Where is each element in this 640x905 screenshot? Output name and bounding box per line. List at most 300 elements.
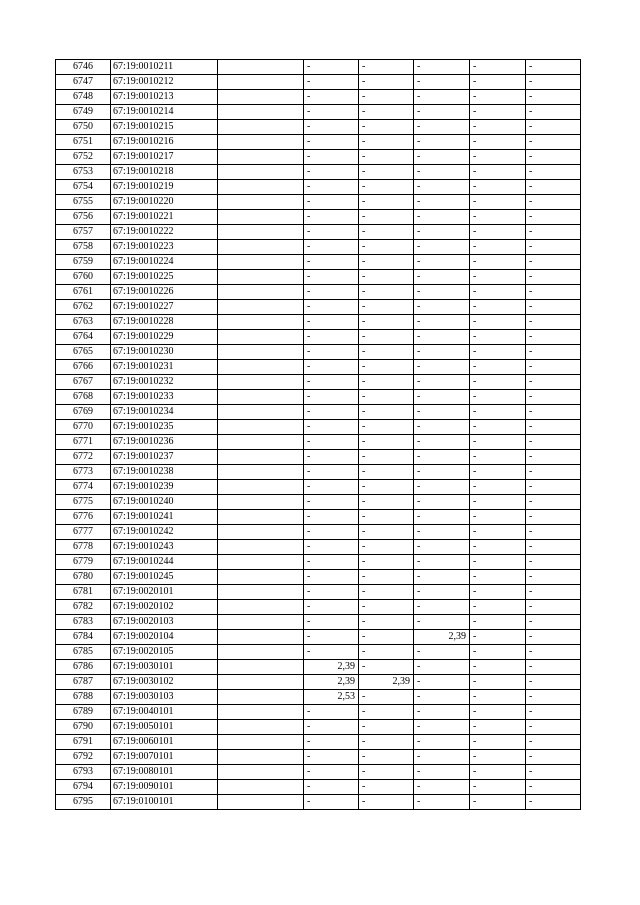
value-cell: - bbox=[304, 270, 359, 285]
value-cell: - bbox=[526, 585, 581, 600]
value-cell bbox=[218, 765, 304, 780]
value-cell: - bbox=[526, 495, 581, 510]
value-cell: - bbox=[470, 285, 526, 300]
cadastral-code: 67:19:0010228 bbox=[111, 315, 218, 330]
row-number: 6770 bbox=[56, 420, 111, 435]
value-cell bbox=[218, 450, 304, 465]
row-number: 6775 bbox=[56, 495, 111, 510]
cadastral-code: 67:19:0010231 bbox=[111, 360, 218, 375]
value-cell: - bbox=[526, 375, 581, 390]
value-cell: - bbox=[304, 705, 359, 720]
value-cell bbox=[218, 105, 304, 120]
value-cell: - bbox=[470, 750, 526, 765]
cadastral-code: 67:19:0010213 bbox=[111, 90, 218, 105]
row-number: 6777 bbox=[56, 525, 111, 540]
value-cell: - bbox=[526, 135, 581, 150]
value-cell: - bbox=[470, 300, 526, 315]
cadastral-code: 67:19:0080101 bbox=[111, 765, 218, 780]
value-cell: - bbox=[304, 555, 359, 570]
value-cell: - bbox=[304, 780, 359, 795]
row-number: 6756 bbox=[56, 210, 111, 225]
value-cell: - bbox=[359, 540, 414, 555]
value-cell: - bbox=[470, 585, 526, 600]
value-cell: - bbox=[526, 600, 581, 615]
cadastral-code: 67:19:0020101 bbox=[111, 585, 218, 600]
row-number: 6791 bbox=[56, 735, 111, 750]
value-cell: - bbox=[526, 450, 581, 465]
row-number: 6757 bbox=[56, 225, 111, 240]
value-cell: - bbox=[470, 510, 526, 525]
value-cell: - bbox=[304, 525, 359, 540]
table-row bbox=[56, 525, 581, 540]
value-cell: - bbox=[470, 150, 526, 165]
table-row bbox=[56, 705, 581, 720]
value-cell: - bbox=[414, 405, 470, 420]
value-cell: - bbox=[526, 120, 581, 135]
value-cell: - bbox=[414, 60, 470, 75]
value-cell: - bbox=[304, 240, 359, 255]
value-cell: - bbox=[414, 510, 470, 525]
cadastral-code: 67:19:0010241 bbox=[111, 510, 218, 525]
cadastral-code: 67:19:0010227 bbox=[111, 300, 218, 315]
row-number: 6752 bbox=[56, 150, 111, 165]
row-number: 6787 bbox=[56, 675, 111, 690]
value-cell: - bbox=[414, 165, 470, 180]
value-cell: 2,39 bbox=[414, 630, 470, 645]
value-cell: - bbox=[526, 345, 581, 360]
value-cell: - bbox=[414, 435, 470, 450]
value-cell: - bbox=[304, 315, 359, 330]
value-cell: - bbox=[470, 555, 526, 570]
value-cell: - bbox=[414, 315, 470, 330]
cadastral-code: 67:19:0010226 bbox=[111, 285, 218, 300]
value-cell: - bbox=[359, 315, 414, 330]
value-cell: - bbox=[359, 645, 414, 660]
value-cell: - bbox=[414, 240, 470, 255]
cadastral-code: 67:19:0010214 bbox=[111, 105, 218, 120]
value-cell: - bbox=[414, 540, 470, 555]
row-number: 6783 bbox=[56, 615, 111, 630]
value-cell: - bbox=[526, 645, 581, 660]
value-cell: - bbox=[414, 645, 470, 660]
value-cell: - bbox=[526, 210, 581, 225]
value-cell: - bbox=[526, 105, 581, 120]
value-cell bbox=[218, 300, 304, 315]
value-cell: 2,53 bbox=[304, 690, 359, 705]
value-cell: - bbox=[414, 705, 470, 720]
value-cell bbox=[218, 285, 304, 300]
table-row bbox=[56, 420, 581, 435]
value-cell: - bbox=[470, 420, 526, 435]
row-number: 6790 bbox=[56, 720, 111, 735]
value-cell: - bbox=[526, 780, 581, 795]
value-cell: - bbox=[359, 75, 414, 90]
value-cell: - bbox=[470, 195, 526, 210]
cadastral-code: 67:19:0030103 bbox=[111, 690, 218, 705]
cadastral-code: 67:19:0010235 bbox=[111, 420, 218, 435]
value-cell: - bbox=[359, 60, 414, 75]
value-cell: - bbox=[526, 465, 581, 480]
value-cell: - bbox=[359, 225, 414, 240]
value-cell: - bbox=[359, 375, 414, 390]
value-cell: - bbox=[414, 210, 470, 225]
value-cell: - bbox=[359, 735, 414, 750]
value-cell: - bbox=[414, 780, 470, 795]
table-row bbox=[56, 90, 581, 105]
value-cell: - bbox=[526, 180, 581, 195]
cadastral-code: 67:19:0070101 bbox=[111, 750, 218, 765]
value-cell bbox=[218, 495, 304, 510]
value-cell: - bbox=[526, 480, 581, 495]
value-cell: - bbox=[526, 720, 581, 735]
value-cell: - bbox=[414, 600, 470, 615]
value-cell: - bbox=[359, 660, 414, 675]
table-row bbox=[56, 210, 581, 225]
value-cell: - bbox=[526, 690, 581, 705]
cadastral-code: 67:19:0010215 bbox=[111, 120, 218, 135]
table-row bbox=[56, 540, 581, 555]
value-cell: - bbox=[526, 660, 581, 675]
value-cell: - bbox=[304, 90, 359, 105]
value-cell: - bbox=[526, 750, 581, 765]
row-number: 6767 bbox=[56, 375, 111, 390]
value-cell bbox=[218, 630, 304, 645]
value-cell: - bbox=[470, 615, 526, 630]
value-cell bbox=[218, 465, 304, 480]
value-cell: - bbox=[359, 630, 414, 645]
value-cell: - bbox=[414, 120, 470, 135]
cadastral-code: 67:19:0010219 bbox=[111, 180, 218, 195]
value-cell: - bbox=[470, 675, 526, 690]
row-number: 6755 bbox=[56, 195, 111, 210]
value-cell bbox=[218, 780, 304, 795]
value-cell: - bbox=[304, 450, 359, 465]
value-cell: - bbox=[359, 135, 414, 150]
value-cell: - bbox=[359, 405, 414, 420]
value-cell: - bbox=[414, 225, 470, 240]
value-cell bbox=[218, 585, 304, 600]
value-cell: - bbox=[304, 405, 359, 420]
cadastral-code: 67:19:0010212 bbox=[111, 75, 218, 90]
value-cell: - bbox=[470, 480, 526, 495]
value-cell: - bbox=[304, 285, 359, 300]
row-number: 6762 bbox=[56, 300, 111, 315]
value-cell: - bbox=[304, 570, 359, 585]
value-cell: - bbox=[359, 240, 414, 255]
row-number: 6746 bbox=[56, 60, 111, 75]
value-cell bbox=[218, 645, 304, 660]
value-cell: - bbox=[359, 150, 414, 165]
table-row bbox=[56, 255, 581, 270]
value-cell: - bbox=[470, 90, 526, 105]
cadastral-code: 67:19:0020104 bbox=[111, 630, 218, 645]
row-number: 6792 bbox=[56, 750, 111, 765]
value-cell: - bbox=[414, 585, 470, 600]
value-cell: - bbox=[414, 75, 470, 90]
value-cell: - bbox=[526, 165, 581, 180]
row-number: 6778 bbox=[56, 540, 111, 555]
value-cell bbox=[218, 330, 304, 345]
row-number: 6750 bbox=[56, 120, 111, 135]
table-row bbox=[56, 375, 581, 390]
table-row bbox=[56, 435, 581, 450]
value-cell: - bbox=[470, 180, 526, 195]
value-cell: - bbox=[414, 255, 470, 270]
value-cell: - bbox=[470, 495, 526, 510]
value-cell: - bbox=[470, 540, 526, 555]
value-cell bbox=[218, 750, 304, 765]
data-table bbox=[55, 59, 581, 810]
table-row bbox=[56, 660, 581, 675]
value-cell: - bbox=[470, 630, 526, 645]
table-row bbox=[56, 720, 581, 735]
row-number: 6758 bbox=[56, 240, 111, 255]
cadastral-code: 67:19:0010217 bbox=[111, 150, 218, 165]
row-number: 6751 bbox=[56, 135, 111, 150]
value-cell bbox=[218, 435, 304, 450]
cadastral-code: 67:19:0010244 bbox=[111, 555, 218, 570]
row-number: 6749 bbox=[56, 105, 111, 120]
row-number: 6754 bbox=[56, 180, 111, 195]
value-cell: - bbox=[470, 75, 526, 90]
row-number: 6782 bbox=[56, 600, 111, 615]
value-cell: - bbox=[526, 615, 581, 630]
value-cell: - bbox=[470, 570, 526, 585]
row-number: 6789 bbox=[56, 705, 111, 720]
value-cell: - bbox=[359, 600, 414, 615]
table-row bbox=[56, 120, 581, 135]
table-row bbox=[56, 360, 581, 375]
cadastral-code: 67:19:0010223 bbox=[111, 240, 218, 255]
value-cell: - bbox=[304, 795, 359, 810]
table-row bbox=[56, 480, 581, 495]
value-cell: - bbox=[470, 735, 526, 750]
value-cell: - bbox=[526, 90, 581, 105]
value-cell bbox=[218, 405, 304, 420]
cadastral-code: 67:19:0010221 bbox=[111, 210, 218, 225]
row-number: 6795 bbox=[56, 795, 111, 810]
row-number: 6760 bbox=[56, 270, 111, 285]
value-cell: - bbox=[304, 195, 359, 210]
value-cell: - bbox=[304, 360, 359, 375]
value-cell: - bbox=[470, 225, 526, 240]
value-cell bbox=[218, 660, 304, 675]
value-cell: - bbox=[526, 60, 581, 75]
value-cell: - bbox=[359, 615, 414, 630]
value-cell bbox=[218, 510, 304, 525]
value-cell: - bbox=[359, 705, 414, 720]
table-row bbox=[56, 510, 581, 525]
value-cell: - bbox=[414, 690, 470, 705]
value-cell: - bbox=[304, 495, 359, 510]
value-cell: - bbox=[470, 135, 526, 150]
value-cell: - bbox=[359, 300, 414, 315]
cadastral-code: 67:19:0010234 bbox=[111, 405, 218, 420]
value-cell: - bbox=[414, 180, 470, 195]
value-cell: - bbox=[414, 735, 470, 750]
cadastral-code: 67:19:0010224 bbox=[111, 255, 218, 270]
value-cell: - bbox=[414, 795, 470, 810]
value-cell: - bbox=[470, 165, 526, 180]
value-cell: - bbox=[526, 795, 581, 810]
value-cell bbox=[218, 120, 304, 135]
value-cell: - bbox=[470, 690, 526, 705]
value-cell bbox=[218, 360, 304, 375]
row-number: 6793 bbox=[56, 765, 111, 780]
cadastral-code: 67:19:0010236 bbox=[111, 435, 218, 450]
value-cell: - bbox=[470, 705, 526, 720]
value-cell: - bbox=[359, 750, 414, 765]
value-cell: - bbox=[526, 330, 581, 345]
value-cell: - bbox=[414, 660, 470, 675]
value-cell: - bbox=[304, 480, 359, 495]
value-cell: - bbox=[359, 585, 414, 600]
value-cell: - bbox=[359, 570, 414, 585]
value-cell: - bbox=[414, 360, 470, 375]
cadastral-code: 67:19:0060101 bbox=[111, 735, 218, 750]
cadastral-code: 67:19:0040101 bbox=[111, 705, 218, 720]
value-cell: - bbox=[470, 255, 526, 270]
value-cell bbox=[218, 420, 304, 435]
row-number: 6779 bbox=[56, 555, 111, 570]
row-number: 6774 bbox=[56, 480, 111, 495]
value-cell bbox=[218, 735, 304, 750]
value-cell: - bbox=[359, 90, 414, 105]
table-row bbox=[56, 645, 581, 660]
value-cell: - bbox=[304, 225, 359, 240]
value-cell: - bbox=[526, 555, 581, 570]
value-cell: - bbox=[414, 450, 470, 465]
value-cell: - bbox=[526, 435, 581, 450]
row-number: 6753 bbox=[56, 165, 111, 180]
value-cell: - bbox=[304, 420, 359, 435]
table-row bbox=[56, 570, 581, 585]
cadastral-code: 67:19:0010225 bbox=[111, 270, 218, 285]
value-cell: - bbox=[304, 435, 359, 450]
value-cell bbox=[218, 540, 304, 555]
value-cell: - bbox=[414, 525, 470, 540]
value-cell bbox=[218, 75, 304, 90]
table-row bbox=[56, 225, 581, 240]
cadastral-code: 67:19:0010229 bbox=[111, 330, 218, 345]
row-number: 6784 bbox=[56, 630, 111, 645]
value-cell: - bbox=[304, 60, 359, 75]
value-cell bbox=[218, 615, 304, 630]
value-cell: - bbox=[359, 105, 414, 120]
value-cell: - bbox=[304, 510, 359, 525]
value-cell: - bbox=[526, 675, 581, 690]
cadastral-code: 67:19:0010233 bbox=[111, 390, 218, 405]
value-cell bbox=[218, 240, 304, 255]
value-cell: - bbox=[470, 240, 526, 255]
table-row bbox=[56, 630, 581, 645]
table-row bbox=[56, 405, 581, 420]
value-cell: - bbox=[304, 180, 359, 195]
value-cell: - bbox=[526, 525, 581, 540]
table-row bbox=[56, 105, 581, 120]
value-cell: - bbox=[304, 75, 359, 90]
cadastral-code: 67:19:0010238 bbox=[111, 465, 218, 480]
value-cell: - bbox=[470, 210, 526, 225]
value-cell: - bbox=[359, 780, 414, 795]
value-cell: - bbox=[304, 765, 359, 780]
value-cell bbox=[218, 375, 304, 390]
value-cell: - bbox=[304, 645, 359, 660]
row-number: 6764 bbox=[56, 330, 111, 345]
value-cell: - bbox=[526, 300, 581, 315]
row-number: 6780 bbox=[56, 570, 111, 585]
value-cell: - bbox=[304, 390, 359, 405]
table-row bbox=[56, 75, 581, 90]
value-cell: - bbox=[526, 630, 581, 645]
value-cell bbox=[218, 255, 304, 270]
cadastral-code: 67:19:0010232 bbox=[111, 375, 218, 390]
row-number: 6785 bbox=[56, 645, 111, 660]
value-cell: - bbox=[414, 195, 470, 210]
value-cell: - bbox=[304, 750, 359, 765]
value-cell: - bbox=[526, 225, 581, 240]
value-cell: - bbox=[470, 330, 526, 345]
value-cell bbox=[218, 390, 304, 405]
table-row bbox=[56, 690, 581, 705]
value-cell bbox=[218, 150, 304, 165]
row-number: 6761 bbox=[56, 285, 111, 300]
value-cell: - bbox=[359, 555, 414, 570]
value-cell: - bbox=[304, 465, 359, 480]
value-cell: - bbox=[304, 615, 359, 630]
table-row bbox=[56, 450, 581, 465]
value-cell: - bbox=[526, 765, 581, 780]
value-cell: - bbox=[470, 315, 526, 330]
value-cell: - bbox=[470, 60, 526, 75]
value-cell: - bbox=[359, 390, 414, 405]
value-cell: - bbox=[359, 180, 414, 195]
value-cell bbox=[218, 195, 304, 210]
value-cell: - bbox=[359, 495, 414, 510]
value-cell: - bbox=[470, 780, 526, 795]
value-cell: - bbox=[470, 450, 526, 465]
value-cell: - bbox=[470, 360, 526, 375]
value-cell: - bbox=[526, 360, 581, 375]
value-cell: - bbox=[470, 270, 526, 285]
row-number: 6788 bbox=[56, 690, 111, 705]
table-row bbox=[56, 135, 581, 150]
table-row bbox=[56, 390, 581, 405]
value-cell: - bbox=[414, 765, 470, 780]
value-cell bbox=[218, 525, 304, 540]
cadastral-code: 67:19:0010220 bbox=[111, 195, 218, 210]
value-cell: - bbox=[304, 210, 359, 225]
table-row bbox=[56, 495, 581, 510]
cadastral-code: 67:19:0010237 bbox=[111, 450, 218, 465]
value-cell: - bbox=[526, 510, 581, 525]
value-cell: - bbox=[359, 510, 414, 525]
row-number: 6765 bbox=[56, 345, 111, 360]
table-row bbox=[56, 345, 581, 360]
value-cell: - bbox=[526, 540, 581, 555]
value-cell: - bbox=[526, 390, 581, 405]
value-cell: - bbox=[414, 345, 470, 360]
value-cell: - bbox=[526, 75, 581, 90]
value-cell: - bbox=[470, 765, 526, 780]
table-row bbox=[56, 465, 581, 480]
value-cell: - bbox=[526, 255, 581, 270]
table-row bbox=[56, 600, 581, 615]
table-row bbox=[56, 765, 581, 780]
value-cell: - bbox=[414, 150, 470, 165]
value-cell: - bbox=[359, 270, 414, 285]
cadastral-code: 67:19:0030101 bbox=[111, 660, 218, 675]
